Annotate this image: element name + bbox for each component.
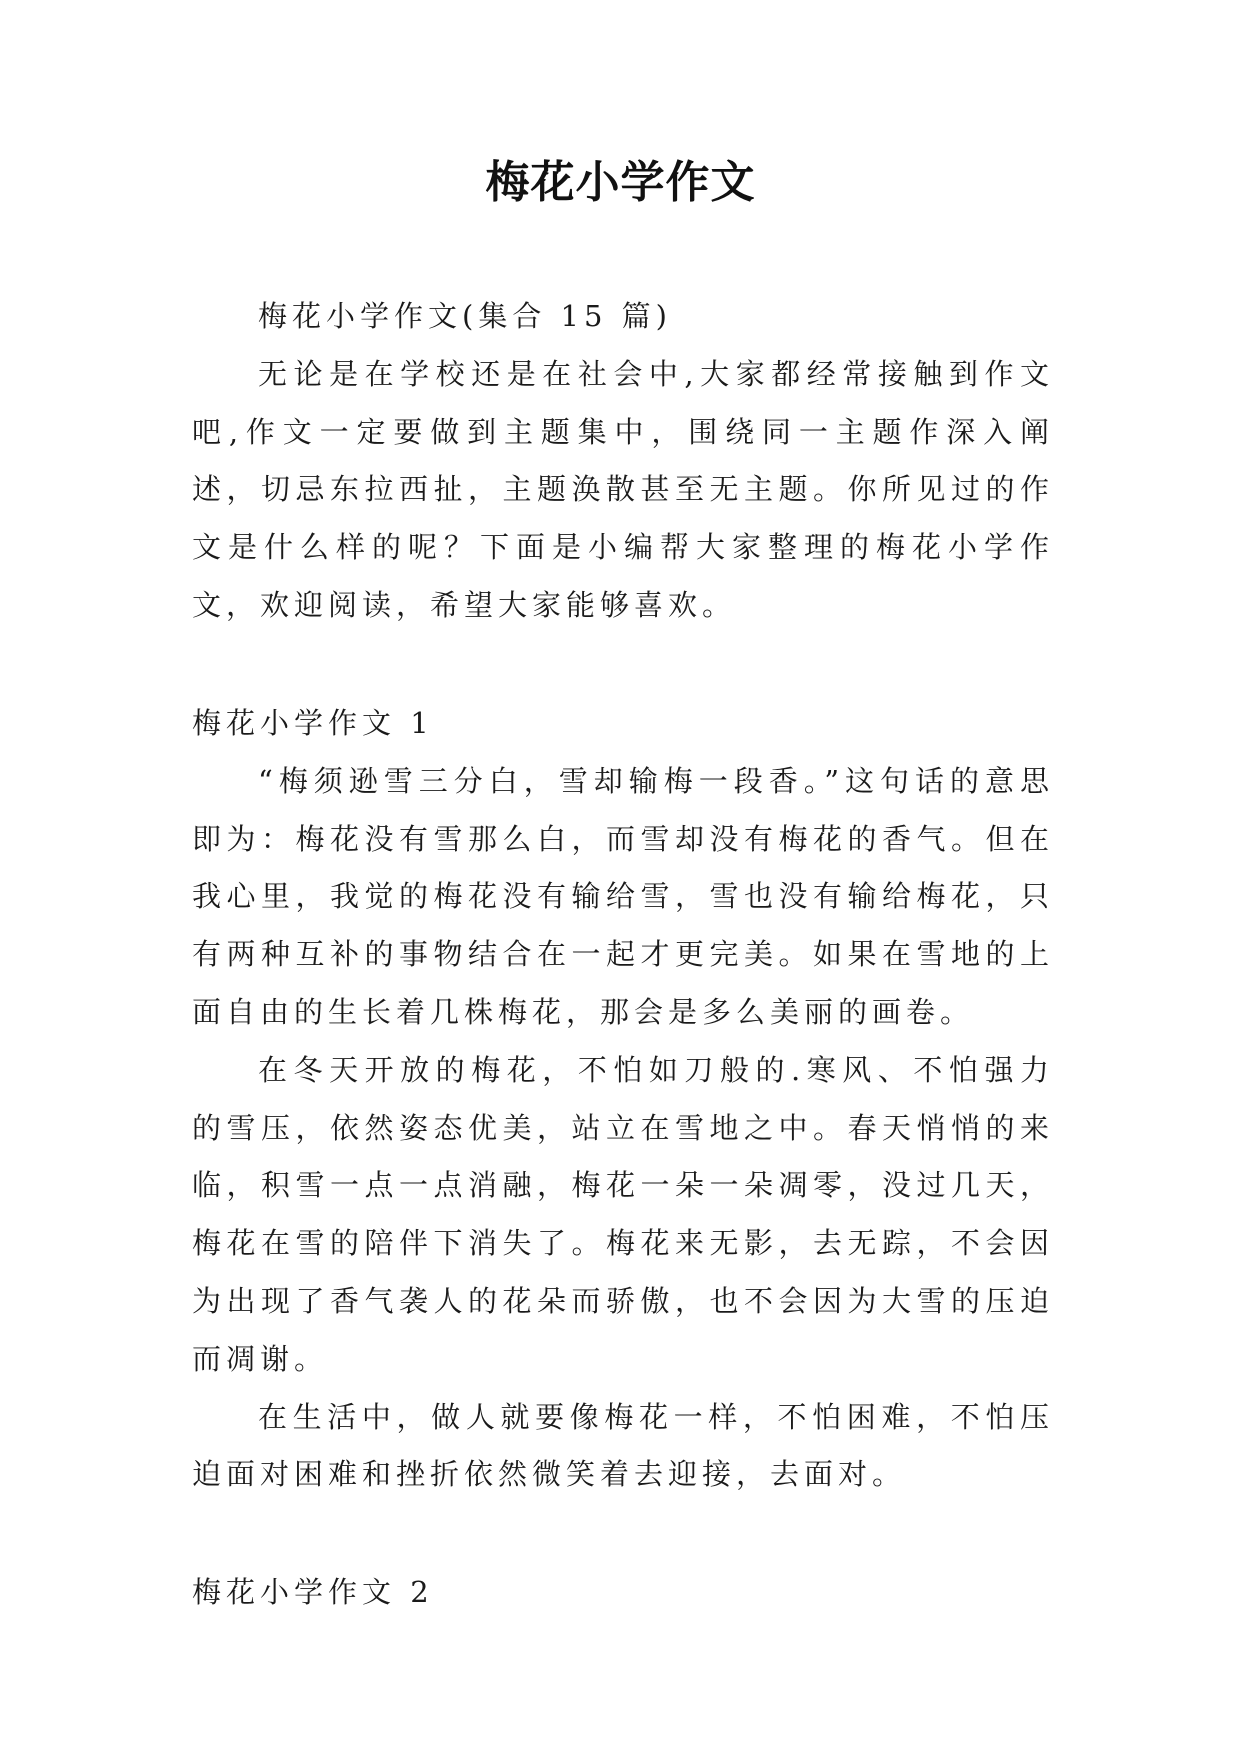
section-1 [192,695,1054,1504]
intro-paragraph: 无论是在学校还是在社会中,大家都经常接触到作文吧,作文一定要做到主题集中，围绕同一主题作深入阐述，切忌东拉西扯，主题涣散甚至无主题。你所见过的作文是什么样的呢？下面是小编帮大家整理的梅花小学作文，欢迎阅读，希望大家能够喜欢。 [192,356,1054,622]
intro-block [192,288,1054,635]
section-paragraph: 在生活中，做人就要像梅花一样，不怕困难，不怕压迫面对困难和挫折依然微笑着去迎接，去面对。 [192,1399,1054,1492]
section-2 [192,1564,1054,1622]
section-paragraph: 在冬天开放的梅花，不怕如刀般的.寒风、不怕强力的雪压，依然姿态优美，站立在雪地之中。春天悄悄的来临，积雪一点一点消融，梅花一朵一朵凋零，没过几天，梅花在雪的陪伴下消失了。梅花来无影，去无踪，不会因为出现了香气袭人的花朵而骄傲，也不会因为大雪的压迫而凋谢。 [192,1052,1054,1376]
section-paragraph: “梅须逊雪三分白，雪却输梅一段香。”这句话的意思即为：梅花没有雪那么白，而雪却没有梅花的香气。但在我心里，我觉的梅花没有输给雪，雪也没有输给梅花，只有两种互补的事物结合在一起才更完美。如果在雪地的上面自由的生长着几株梅花，那会是多么美丽的画卷。 [192,763,1054,1029]
section-heading: 梅花小学作文 2 [192,1575,434,1609]
section-heading: 梅花小学作文 1 [192,706,434,740]
subtitle: 梅花小学作文(集合 15 篇) [258,299,672,333]
document-title: 梅花小学作文 [485,157,756,208]
